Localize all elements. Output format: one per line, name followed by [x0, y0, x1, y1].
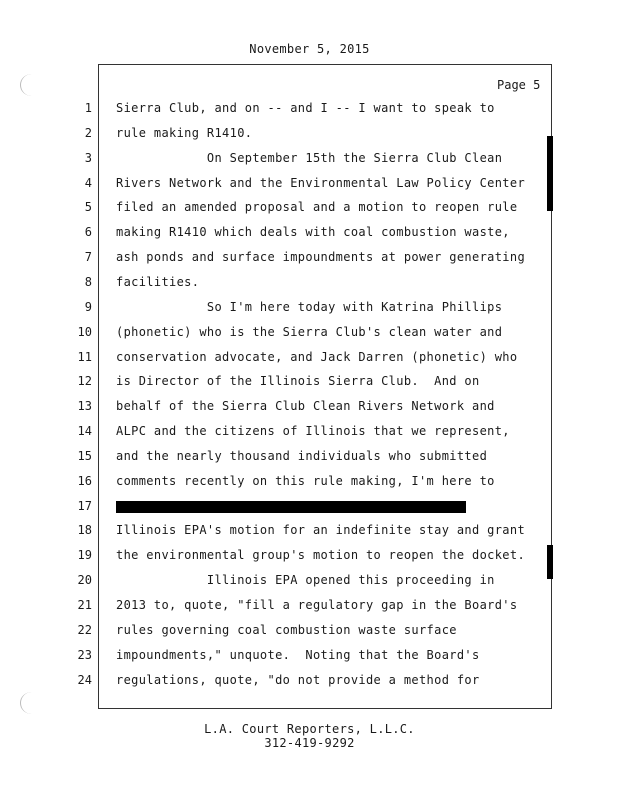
redaction-bar — [116, 501, 466, 513]
line-number: 3 — [84, 151, 92, 165]
line-text: the environmental group's motion to reopen the docket. — [116, 548, 526, 562]
line-text: On September 15th the Sierra Club Clean — [116, 151, 503, 165]
footer-company: L.A. Court Reporters, L.L.C. — [204, 722, 415, 736]
line-number: 20 — [77, 573, 92, 587]
line-text: impoundments," unquote. Noting that the Board's — [116, 648, 480, 662]
line-number: 16 — [77, 474, 92, 488]
line-number: 21 — [77, 598, 92, 612]
line-text: 2013 to, quote, "fill a regulatory gap in the Board's — [116, 598, 518, 612]
margin-bar-top — [547, 136, 553, 211]
line-number: 5 — [84, 200, 92, 214]
line-text: Illinois EPA's motion for an indefinite stay and grant — [116, 523, 526, 537]
line-number: 15 — [77, 449, 92, 463]
line-number: 6 — [84, 225, 92, 239]
hole-punch-bottom — [20, 692, 43, 714]
header-date: November 5, 2015 — [249, 42, 370, 56]
hole-punch-top — [20, 74, 43, 96]
line-number: 4 — [84, 176, 92, 190]
line-number: 14 — [77, 424, 92, 438]
line-number: 13 — [77, 399, 92, 413]
line-text: facilities. — [116, 275, 200, 289]
line-number: 8 — [84, 275, 92, 289]
line-text: conservation advocate, and Jack Darren (phonetic) who — [116, 350, 518, 364]
line-number: 23 — [77, 648, 92, 662]
line-number: 22 — [77, 623, 92, 637]
line-number: 7 — [84, 250, 92, 264]
line-text: ALPC and the citizens of Illinois that we represent, — [116, 424, 510, 438]
page-number: Page 5 — [497, 78, 541, 92]
line-number: 18 — [77, 523, 92, 537]
line-text: (phonetic) who is the Sierra Club's clean water and — [116, 325, 503, 339]
line-text: Illinois EPA opened this proceeding in — [116, 573, 495, 587]
line-number: 19 — [77, 548, 92, 562]
line-text: So I'm here today with Katrina Phillips — [116, 300, 503, 314]
line-text: ash ponds and surface impoundments at power generating — [116, 250, 526, 264]
line-text: and the nearly thousand individuals who submitted — [116, 449, 488, 463]
line-number: 17 — [77, 499, 92, 513]
line-text: Rivers Network and the Environmental Law Policy Center — [116, 176, 526, 190]
line-text: Sierra Club, and on -- and I -- I want to speak to — [116, 101, 495, 115]
line-text: filed an amended proposal and a motion to reopen rule — [116, 200, 518, 214]
line-number: 10 — [77, 325, 92, 339]
line-number: 9 — [84, 300, 92, 314]
line-text: comments recently on this rule making, I'm here to — [116, 474, 495, 488]
line-number: 12 — [77, 374, 92, 388]
line-text: is Director of the Illinois Sierra Club. And on — [116, 374, 480, 388]
margin-bar-bottom — [547, 545, 553, 579]
line-number: 2 — [84, 126, 92, 140]
line-text: making R1410 which deals with coal combustion waste, — [116, 225, 510, 239]
line-text: rules governing coal combustion waste surface — [116, 623, 457, 637]
line-number: 1 — [84, 101, 92, 115]
line-number: 11 — [77, 350, 92, 364]
line-number: 24 — [77, 673, 92, 687]
line-text: behalf of the Sierra Club Clean Rivers Network and — [116, 399, 495, 413]
line-text: rule making R1410. — [116, 126, 253, 140]
footer-phone: 312-419-9292 — [264, 736, 355, 750]
line-text: regulations, quote, "do not provide a method for — [116, 673, 480, 687]
